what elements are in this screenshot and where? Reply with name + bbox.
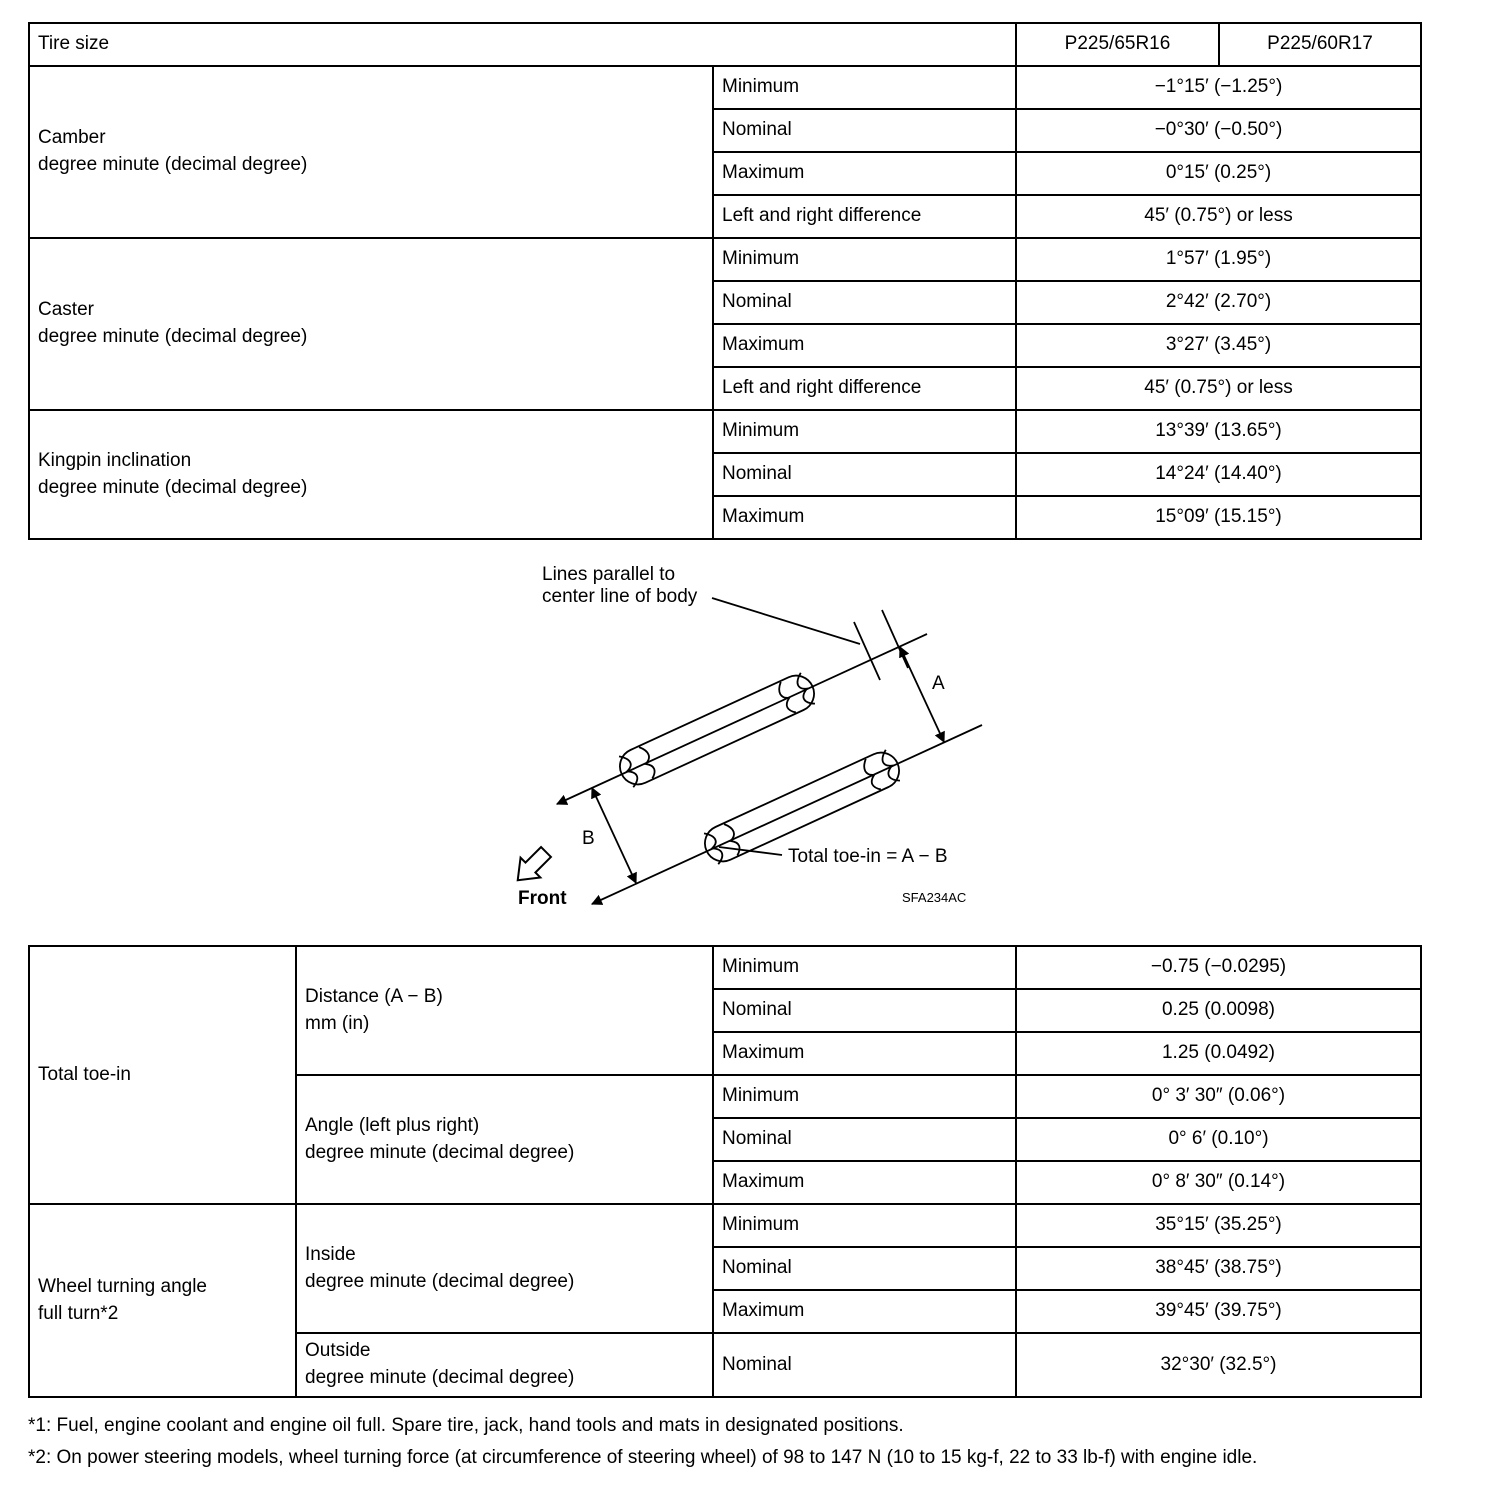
row-label: Left and right difference <box>713 195 1016 238</box>
tire-size-option-1: P225/65R16 <box>1016 23 1219 66</box>
body-parallel-line-1 <box>854 622 880 680</box>
group-unit: degree minute (decimal degree) <box>38 326 308 347</box>
row-label: Maximum <box>713 496 1016 539</box>
row-value: 0°15′ (0.25°) <box>1016 152 1421 195</box>
subgroup-unit: mm (in) <box>305 1012 370 1034</box>
row-value: −1°15′ (−1.25°) <box>1016 66 1421 109</box>
row-label: Minimum <box>713 66 1016 109</box>
row-label: Minimum <box>713 410 1016 453</box>
table-row <box>29 1204 1421 1247</box>
subgroup-name: Angle (left plus right) <box>305 1114 480 1136</box>
toe-in-spec-table <box>28 945 1422 1398</box>
centerline-lower <box>592 725 982 904</box>
caption-line-1: Lines parallel to <box>542 564 676 585</box>
row-label: Nominal <box>713 1118 1016 1161</box>
camber-group-cell <box>29 66 713 238</box>
group-unit: degree minute (decimal degree) <box>38 154 308 175</box>
row-value: 0° 6′ (0.10°) <box>1016 1118 1421 1161</box>
row-value: 1°57′ (1.95°) <box>1016 238 1421 281</box>
inside-subgroup-cell <box>296 1204 713 1333</box>
row-value: 45′ (0.75°) or less <box>1016 367 1421 410</box>
total-toe-in-group-cell <box>29 946 296 1204</box>
row-label: Maximum <box>713 152 1016 195</box>
group-unit: degree minute (decimal degree) <box>38 476 308 498</box>
caption-line-2: center line of body <box>542 586 698 607</box>
outside-subgroup-cell <box>296 1333 713 1397</box>
footnote-1: *1: Fuel, engine coolant and engine oil full. Spare tire, jack, hand tools and mats in designated positions. <box>28 1415 904 1436</box>
distance-subgroup-cell <box>296 946 713 1075</box>
subgroup-name: Distance (A − B) <box>305 985 443 1007</box>
toe-in-diagram <box>482 552 1022 932</box>
body-parallel-line-2 <box>882 610 908 668</box>
row-value: 1.25 (0.0492) <box>1016 1032 1421 1075</box>
row-value: 13°39′ (13.65°) <box>1016 410 1421 453</box>
table-row <box>29 410 1421 453</box>
subgroup-unit: degree minute (decimal degree) <box>305 1270 575 1292</box>
dim-b-label: B <box>582 828 595 849</box>
row-label: Maximum <box>713 324 1016 367</box>
row-label: Nominal <box>713 109 1016 152</box>
caster-group-cell <box>29 238 713 410</box>
group-name-line2: full turn*2 <box>38 1302 119 1324</box>
dim-a-label: A <box>932 673 945 694</box>
angle-subgroup-cell <box>296 1075 713 1204</box>
row-label: Nominal <box>713 281 1016 324</box>
front-arrow <box>508 842 556 890</box>
front-label: Front <box>518 888 567 909</box>
row-label: Nominal <box>713 989 1016 1032</box>
front-wheel-alignment-table <box>28 22 1422 540</box>
footnotes <box>28 1410 1476 1475</box>
row-label: Minimum <box>713 1204 1016 1247</box>
table-row <box>29 238 1421 281</box>
table-row <box>29 66 1421 109</box>
subgroup-name: Outside <box>305 1340 371 1362</box>
toe-in-formula: Total toe-in = A − B <box>788 846 948 867</box>
row-label: Maximum <box>713 1032 1016 1075</box>
tire-size-label: Tire size <box>29 23 1016 66</box>
subgroup-unit: degree minute (decimal degree) <box>305 1367 575 1388</box>
wheel-turning-angle-group-cell <box>29 1204 296 1397</box>
group-name: Camber <box>38 127 106 149</box>
row-value: 32°30′ (32.5°) <box>1016 1333 1421 1397</box>
row-label: Nominal <box>713 1247 1016 1290</box>
row-label: Maximum <box>713 1290 1016 1333</box>
tire-size-option-2: P225/60R17 <box>1219 23 1421 66</box>
formula-leader-line <box>719 847 782 855</box>
group-name: Caster <box>38 299 94 321</box>
caption-leader-line <box>712 598 860 644</box>
row-value: 45′ (0.75°) or less <box>1016 195 1421 238</box>
row-label: Minimum <box>713 1075 1016 1118</box>
dimension-b-line <box>592 788 636 883</box>
row-value: −0°30′ (−0.50°) <box>1016 109 1421 152</box>
row-value: 14°24′ (14.40°) <box>1016 453 1421 496</box>
row-value: 15°09′ (15.15°) <box>1016 496 1421 539</box>
row-value: −0.75 (−0.0295) <box>1016 946 1421 989</box>
footnote-2: *2: On power steering models, wheel turning force (at circumference of steering wheel) of 98 to 147 N (10 to 15 kg-f, 22 to 33 lb-f) with engine idle. <box>28 1447 1258 1469</box>
row-value: 2°42′ (2.70°) <box>1016 281 1421 324</box>
row-value: 35°15′ (35.25°) <box>1016 1204 1421 1247</box>
group-name: Kingpin inclination <box>38 449 192 471</box>
toe-in-figure <box>482 552 1022 937</box>
table-header-row <box>29 23 1421 66</box>
row-label: Maximum <box>713 1161 1016 1204</box>
table-row <box>29 946 1421 989</box>
group-name: Total toe-in <box>38 1063 131 1085</box>
row-value: 3°27′ (3.45°) <box>1016 324 1421 367</box>
subgroup-name: Inside <box>305 1243 356 1265</box>
row-value: 38°45′ (38.75°) <box>1016 1247 1421 1290</box>
row-label: Minimum <box>713 238 1016 281</box>
kingpin-group-cell <box>29 410 713 539</box>
subgroup-unit: degree minute (decimal degree) <box>305 1141 575 1163</box>
figure-code: SFA234AC <box>902 890 967 905</box>
row-value: 0° 8′ 30″ (0.14°) <box>1016 1161 1421 1204</box>
row-label: Minimum <box>713 946 1016 989</box>
row-label: Nominal <box>713 453 1016 496</box>
group-name: Wheel turning angle <box>38 1275 207 1297</box>
row-value: 0° 3′ 30″ (0.06°) <box>1016 1075 1421 1118</box>
dimension-a-line <box>900 647 944 742</box>
row-value: 39°45′ (39.75°) <box>1016 1290 1421 1333</box>
row-value: 0.25 (0.0098) <box>1016 989 1421 1032</box>
row-label: Nominal <box>713 1333 1016 1397</box>
row-label: Left and right difference <box>713 367 1016 410</box>
